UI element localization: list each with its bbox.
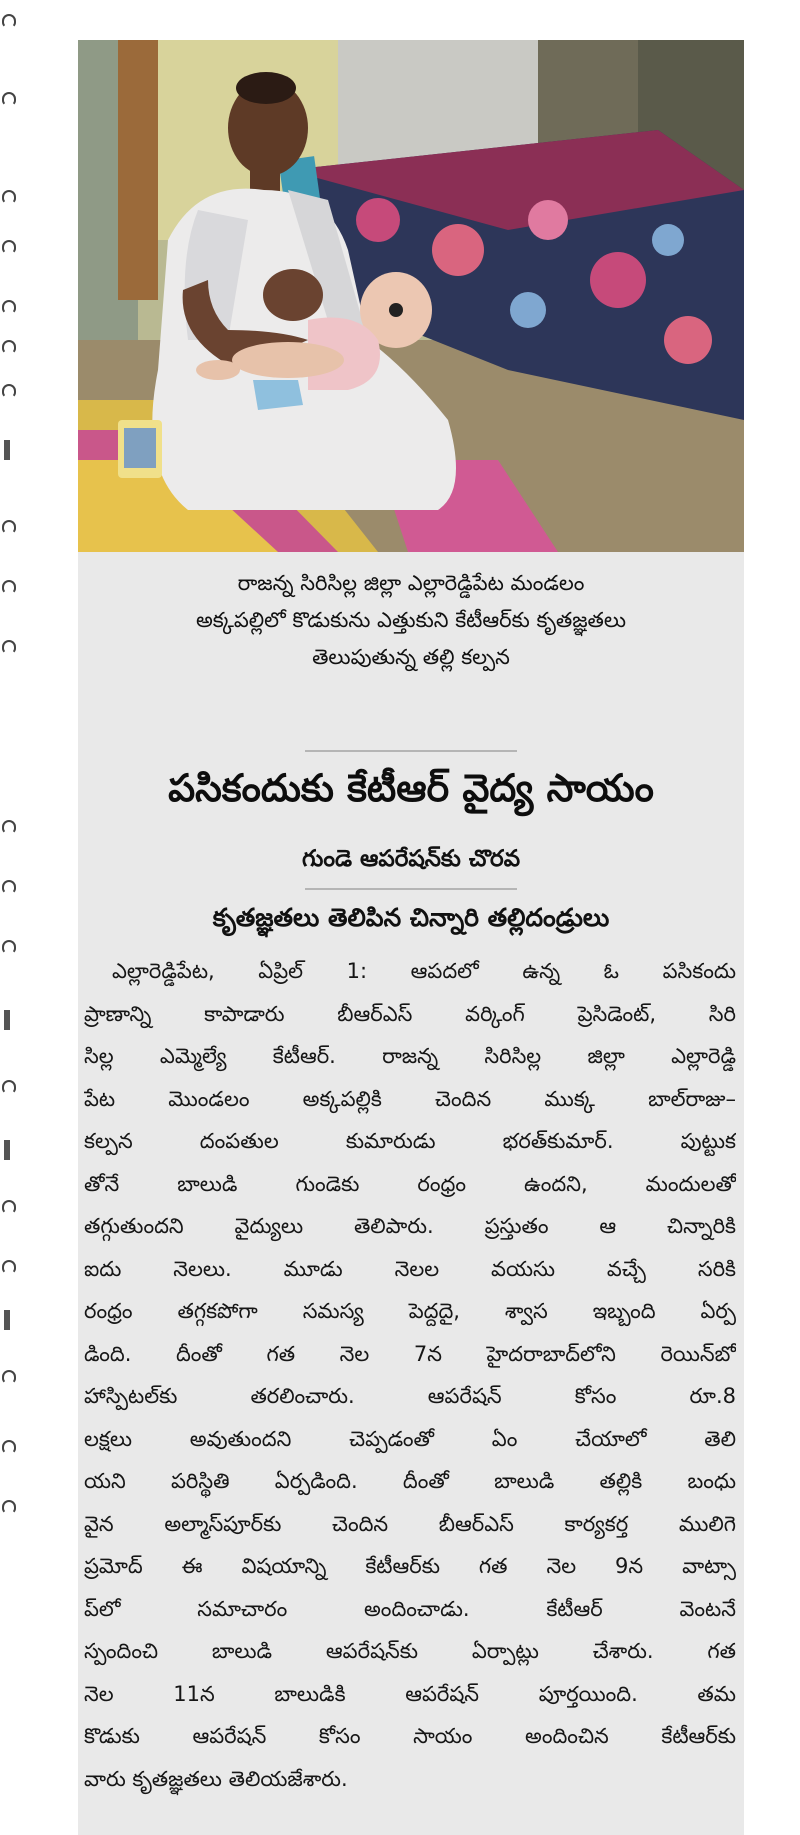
body-line: వారు కృతజ్ఞతలు తెలియజేశారు. <box>84 1766 348 1791</box>
photo-caption <box>78 565 744 676</box>
body-line: డింది. దీంతో గత నెల 7న హైదరాబాద్‌లోని రెయిన్‌బో <box>84 1341 736 1366</box>
body-line: ఎల్లారెడ్డిపేట, ఏప్రిల్ 1: ఆపదలో ఉన్న ఓ పసికందు <box>112 959 736 983</box>
adjacent-column-fragment <box>0 0 18 1835</box>
body-line: కొడుకు ఆపరేషన్ కోసం సాయం అందించిన కేటీఆర్‌కు <box>84 1724 736 1748</box>
caption-line: రాజన్న సిరిసిల్ల జిల్లా ఎల్లారెడ్డిపేట మండలం <box>237 571 585 595</box>
body-line: ఐదు నెలలు. మూడు నెలల వయసు వచ్చే సరికి <box>84 1256 736 1281</box>
article-headline: పసికందుకు కేటీఆర్ వైద్య సాయం <box>168 766 654 810</box>
caption-line: తెలుపుతున్న తల్లి కల్పన <box>312 645 510 669</box>
body-line: సిల్ల ఎమ్మెల్యే కేటీఆర్. రాజన్న సిరిసిల్ల జిల్లా ఎల్లారెడ్డి <box>84 1044 736 1068</box>
caption-divider <box>305 750 517 752</box>
article-subheadline-secondary: కృతజ్ఞతలు తెలిపిన చిన్నారి తల్లిదండ్రులు <box>212 903 610 932</box>
body-line: ప్రమోద్ ఈ విషయాన్ని కేటీఆర్‌కు గత నెల 9న వాట్సా <box>84 1554 736 1578</box>
body-line: తోనే బాలుడి గుండెకు రంధ్రం ఉందని, మందులతో <box>84 1171 736 1196</box>
body-line: వైన అల్మాస్‌పూర్‌కు చెందిన బీఆర్‌ఎస్ కార్యకర్త ములిగె <box>84 1511 736 1536</box>
body-line: పేట మొండలం అక్కపల్లికి చెందిన ముక్క బాల్‌రాజు– <box>84 1086 736 1111</box>
body-line: కల్పన దంపతుల కుమారుడు భరత్‌కుమార్. పుట్టుక <box>84 1129 736 1153</box>
news-clipping <box>78 40 744 1835</box>
body-line: స్పందించి బాలుడి ఆపరేషన్‌కు ఏర్పాట్లు చేశారు. గత <box>84 1639 736 1663</box>
article-body <box>84 950 736 1800</box>
body-line: యని పరిస్థితి ఏర్పడింది. దీంతో బాలుడి తల్లికి బంధు <box>84 1469 736 1493</box>
caption-line: అక్కపల్లిలో కొడుకును ఎత్తుకుని కేటీఆర్‌కు కృతజ్ఞతలు <box>195 608 627 632</box>
subhead-divider <box>305 888 517 890</box>
article-subheadline: గుండె ఆపరేషన్‌కు చొరవ <box>301 846 521 872</box>
body-line: రంధ్రం తగ్గకపోగా సమస్య పెద్దదై, శ్వాస ఇబ్బంది ఏర్ప <box>84 1299 736 1323</box>
body-line: లక్షలు అవుతుందని చెప్పడంతో ఏం చేయాలో తెలి <box>84 1426 736 1451</box>
photo-mother-holding-baby <box>78 40 744 552</box>
body-line: హాస్పిటల్‌కు తరలించారు. ఆపరేషన్ కోసం రూ.8 <box>84 1384 736 1408</box>
body-line: నెల 11న బాలుడికి ఆపరేషన్ పూర్తయింది. తమ <box>84 1681 736 1706</box>
body-line: తగ్గుతుందని వైద్యులు తెలిపారు. ప్రస్తుతం ఆ చిన్నారికి <box>84 1214 736 1238</box>
body-line: ప్రాణాన్ని కాపాడారు బీఆర్‌ఎస్ వర్కింగ్ ప్రెసిడెంట్, సిరి <box>84 1001 736 1026</box>
body-line: ప్‌లో సమాచారం అందించాడు. కేటీఆర్ వెంటనే <box>84 1596 736 1621</box>
